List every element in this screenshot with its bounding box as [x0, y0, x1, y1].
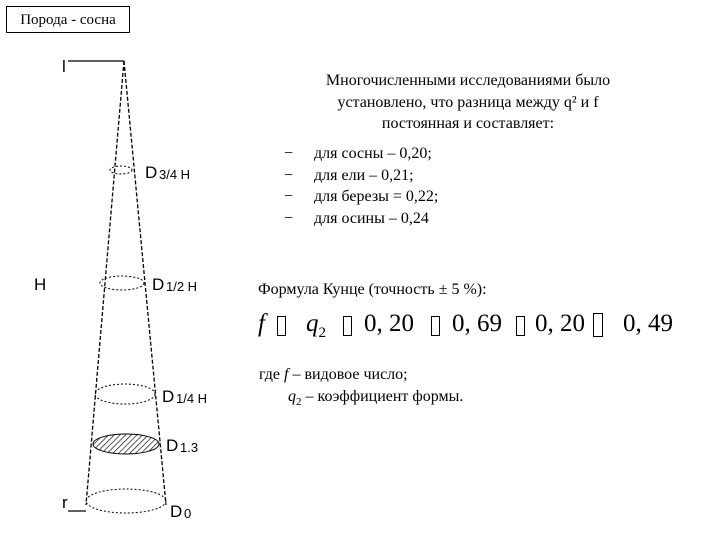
formula-missing-symbol [343, 316, 352, 336]
kunze-formula [258, 306, 698, 346]
list-item [284, 165, 684, 187]
intro-text [268, 70, 668, 135]
d34-label: D [145, 163, 158, 182]
intro-line-1: Многочисленными исследованиями было [325, 72, 611, 89]
section-d0 [86, 489, 166, 513]
d14-label: D [162, 387, 175, 406]
top-label: l [62, 57, 66, 76]
formula-const-1: 0, 20 [364, 310, 414, 337]
formula-missing-symbol [516, 316, 525, 336]
list-bullet: − [284, 145, 294, 162]
height-label: H [34, 275, 47, 294]
intro-line-3: постоянная и составляет: [381, 115, 555, 132]
list-item-text: для ели – 0,21; [314, 166, 414, 184]
list-item-text: для сосны – 0,20; [314, 145, 432, 162]
d0-label: D [170, 502, 183, 521]
formula-f: f [258, 310, 265, 337]
list-bullet: − [284, 188, 294, 205]
list-item [284, 186, 684, 208]
list-item-text: для осины – 0,24 [314, 209, 429, 227]
d0-sub: 0 [184, 506, 192, 521]
species-label: Порода - сосна [6, 6, 130, 33]
section-d34 [110, 166, 132, 174]
formula-missing-symbol [431, 316, 440, 336]
bottom-label: r [62, 493, 68, 512]
section-d13-hatched [93, 434, 159, 454]
formula-const-3: 0, 20 [535, 310, 585, 337]
where-f-line: где f – видовое число; [259, 366, 408, 383]
formula-title: Формула Кунце (точность ± 5 %): [258, 281, 487, 298]
formula-const-2: 0, 69 [452, 310, 502, 337]
d14-sub: 1/4 H [176, 391, 208, 406]
list-item-text: для березы = 0,22; [314, 188, 439, 205]
d12-label: D [152, 275, 165, 294]
d34-sub: 3/4 H [159, 167, 191, 182]
d13-sub: 1.3 [180, 440, 199, 455]
tree-stem-diagram [0, 0, 260, 540]
difference-list [284, 143, 684, 229]
formula-missing-symbol [277, 316, 286, 336]
list-bullet: − [284, 209, 294, 227]
section-d12 [100, 276, 144, 290]
intro-line-2: установлено, что разница между q² и f [337, 93, 599, 111]
formula-q: $q_2$ [306, 310, 326, 341]
formula-const-4: 0, 49 [623, 310, 673, 337]
d12-sub: 1/2 H [166, 279, 198, 294]
list-item [284, 208, 684, 230]
d13-label: D [166, 436, 179, 455]
formula-missing-symbol [593, 313, 603, 337]
list-bullet: − [284, 166, 294, 184]
section-d14 [95, 384, 155, 404]
where-q-line: $q_2$ – коэффициент формы. [288, 388, 464, 409]
list-item [284, 143, 684, 165]
